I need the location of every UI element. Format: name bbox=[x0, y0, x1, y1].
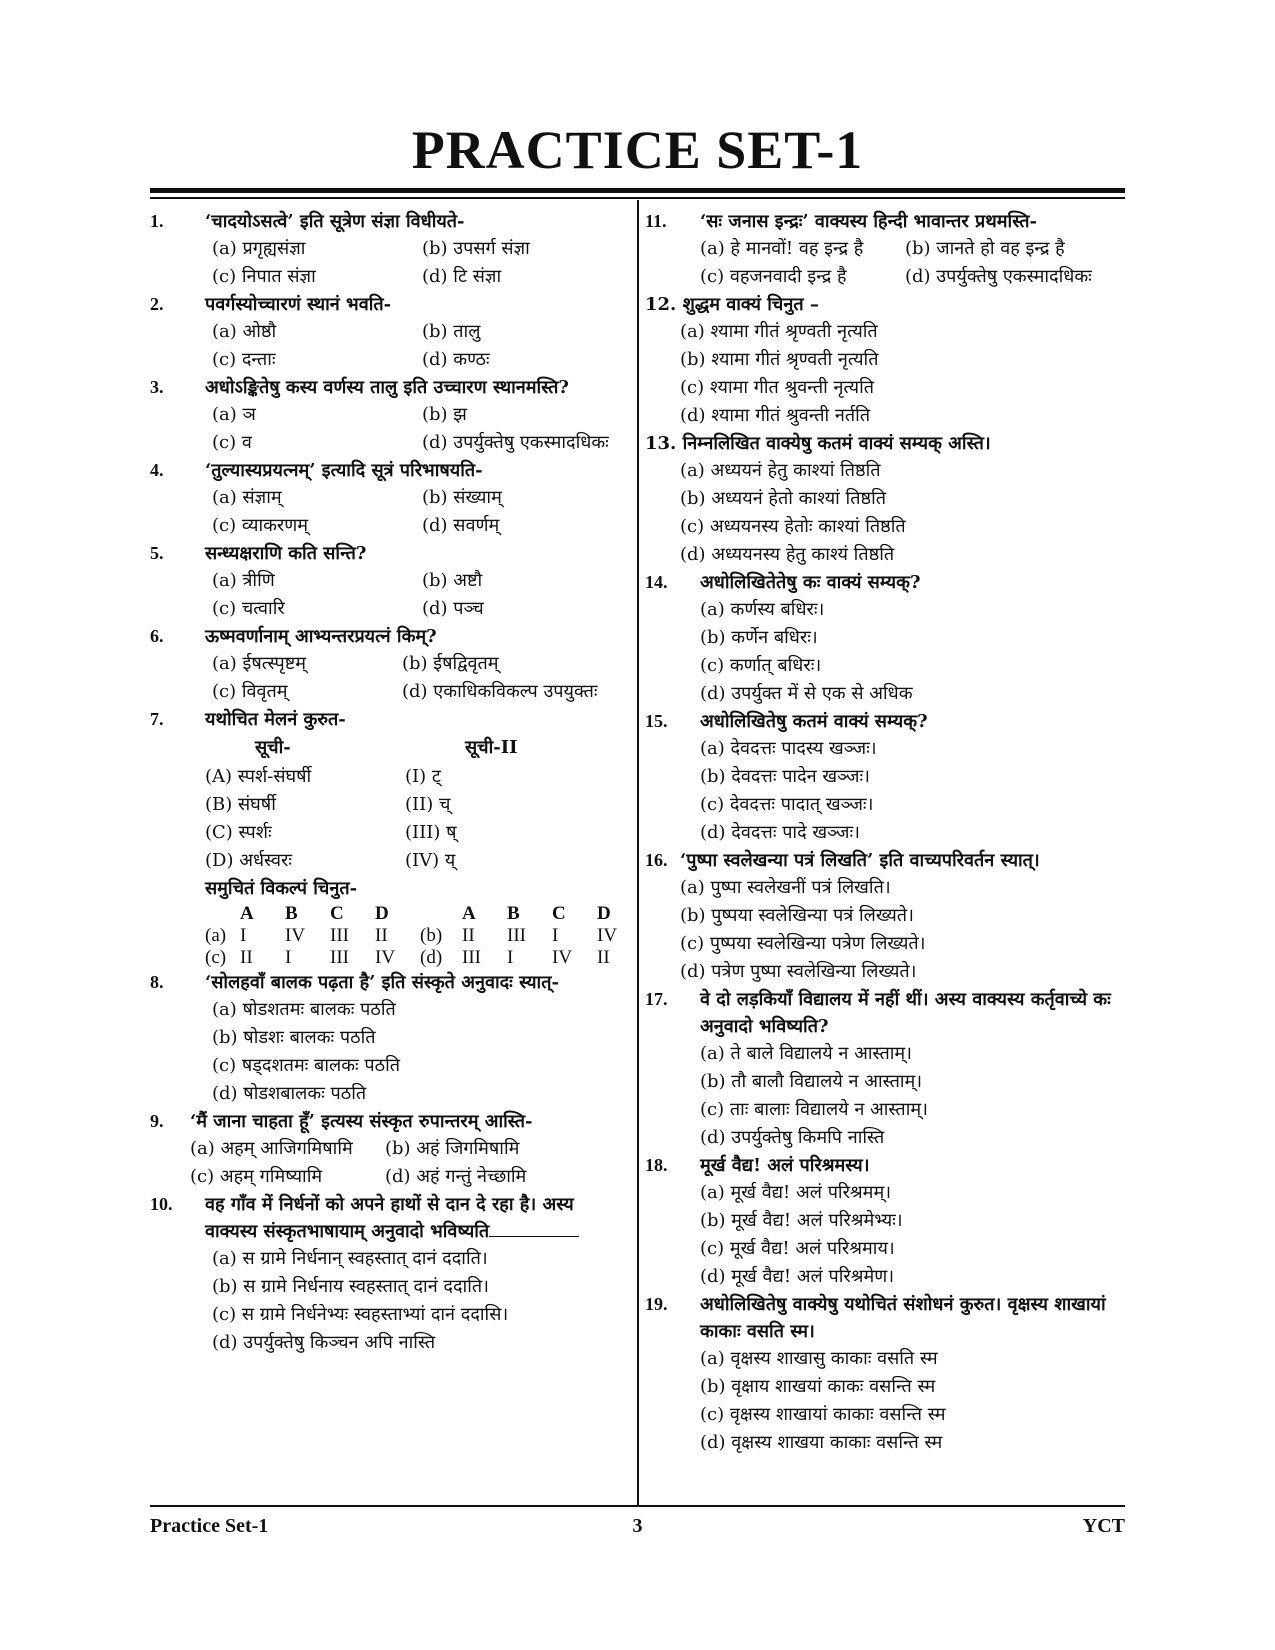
question-number: 16. bbox=[645, 850, 668, 870]
question-15 bbox=[645, 708, 1125, 847]
list1-heading: सूची- bbox=[255, 737, 291, 758]
answer-row bbox=[205, 947, 620, 969]
list1-item: (D) अर्धस्वरः bbox=[205, 850, 293, 871]
option-c: (c) दन्ताः bbox=[212, 349, 276, 370]
footer-right: YCT bbox=[1082, 1515, 1125, 1537]
option-d: (d) सवर्णम् bbox=[422, 515, 500, 536]
answer-cell: III bbox=[330, 925, 349, 946]
option-d: (d) पञ्च bbox=[422, 598, 484, 619]
option-d: (d) अध्ययनस्य हेतु काश्यं तिष्ठति bbox=[680, 544, 895, 565]
question-6 bbox=[150, 623, 620, 706]
question-text: अधोलिखितेतेषु कः वाक्यं सम्यक्? bbox=[700, 572, 921, 593]
option-b: (b) मूर्ख वैद्य! अलं परिश्रमेभ्यः। bbox=[700, 1210, 903, 1231]
question-number: 7. bbox=[150, 709, 164, 729]
answer-cell: II bbox=[462, 925, 475, 946]
left-column bbox=[150, 208, 620, 1357]
question-8 bbox=[150, 969, 620, 1108]
option-b: (b) देवदत्तः पादेन खञ्जः। bbox=[700, 766, 870, 787]
answer-cell: IV bbox=[375, 947, 396, 968]
question-text: निम्नलिखित वाक्येषु कतमं वाक्यं सम्यक् अस्ति। bbox=[682, 433, 991, 454]
list2-item: (IV) य् bbox=[405, 850, 456, 871]
option-b: (b) ईषद्विवृतम् bbox=[402, 653, 499, 674]
answer-cell: (b) bbox=[420, 925, 443, 946]
option-c: (c) व bbox=[212, 432, 252, 453]
answer-blank bbox=[489, 1235, 579, 1237]
column-divider bbox=[637, 200, 639, 1505]
question-number: 1. bbox=[150, 211, 164, 231]
question-number: 4. bbox=[150, 460, 164, 480]
option-b: (b) श्यामा गीतं श्रृण्वती नृत्यति bbox=[680, 349, 879, 370]
answer-cell: D bbox=[375, 903, 389, 924]
option-a: (a) स ग्रामे निर्धनान् स्वहस्तात् दानं ददाति। bbox=[212, 1248, 488, 1269]
question-text: अधोलिखितेषु कतमं वाक्यं सम्यक्? bbox=[700, 711, 928, 732]
question-2 bbox=[150, 291, 620, 374]
answer-cell bbox=[205, 903, 240, 925]
option-d: (d) उपर्युक्त में से एक से अधिक bbox=[700, 683, 913, 704]
option-a: (a) ओष्ठौ bbox=[212, 321, 277, 342]
list2-item: (III) ष् bbox=[405, 822, 457, 843]
option-b: (b) षोडशः बालकः पठति bbox=[212, 1027, 376, 1048]
option-c: (c) निपात संज्ञा bbox=[212, 266, 316, 287]
answer-cell: I bbox=[240, 925, 247, 946]
answer-cell: II bbox=[375, 925, 388, 946]
option-b: (b) अध्ययनं हेतो काश्यां तिष्ठति bbox=[680, 488, 887, 509]
option-b: (b) अहं जिगमिषामि bbox=[385, 1138, 520, 1159]
question-11 bbox=[645, 208, 1125, 291]
question-text: ‘पुष्पा स्वलेखन्या पत्रं लिखति’ इति वाच्यपरिवर्तन स्यात्। bbox=[680, 850, 1040, 871]
answer-code-table bbox=[150, 903, 620, 969]
answer-cell: D bbox=[597, 903, 611, 924]
option-d: (d) षोडशबालकः पठति bbox=[212, 1083, 367, 1104]
title-rule-thin bbox=[150, 197, 1125, 199]
question-14 bbox=[645, 569, 1125, 708]
option-b: (b) वृक्षाय शाखयां काकः वसन्ति स्म bbox=[700, 1376, 936, 1397]
answer-cell: B bbox=[507, 903, 520, 924]
option-c: (c) षड्दशतमः बालकः पठति bbox=[212, 1055, 400, 1076]
answer-cell: I bbox=[285, 947, 292, 968]
list1-item: (A) स्पर्श-संघर्षी bbox=[205, 766, 312, 787]
question-3 bbox=[150, 374, 620, 457]
question-number: 3. bbox=[150, 377, 164, 397]
option-d: (d) उपर्युक्तेषु एकस्मादधिकः bbox=[422, 432, 609, 453]
option-a: (a) अध्ययनं हेतु काश्यां तिष्ठति bbox=[680, 460, 881, 481]
option-c: (c) विवृतम् bbox=[212, 681, 288, 702]
question-number: 14. bbox=[645, 572, 668, 592]
option-d: (d) वृक्षस्य शाखया काकाः वसन्ति स्म bbox=[700, 1432, 943, 1453]
list2-item: (II) च् bbox=[405, 794, 451, 815]
answer-cell: IV bbox=[597, 925, 618, 946]
question-number: 15. bbox=[645, 711, 668, 731]
answer-cell: C bbox=[552, 903, 566, 924]
answer-row bbox=[205, 925, 620, 947]
option-a: (a) श्यामा गीतं श्रृण्वती नृत्यति bbox=[680, 321, 878, 342]
list1-item: (C) स्पर्शः bbox=[205, 822, 272, 843]
question-number: 6. bbox=[150, 626, 164, 646]
question-text: यथोचित मेलनं कुरुत- bbox=[205, 709, 346, 730]
question-text: ‘सः जनास इन्द्रः’ वाक्यस्य हिन्दी भावान्तर प्रथमस्ति- bbox=[700, 211, 1037, 232]
question-18 bbox=[645, 1152, 1125, 1291]
list2-item: (I) ट् bbox=[405, 766, 441, 787]
option-a: (a) ते बाले विद्यालये न आस्ताम्। bbox=[700, 1043, 912, 1064]
option-d: (d) उपर्युक्तेषु किञ्चन अपि नास्ति bbox=[212, 1332, 436, 1353]
option-b: (b) कर्णेन बधिरः। bbox=[700, 627, 818, 648]
option-c: (c) व्याकरणम् bbox=[212, 515, 309, 536]
match-table bbox=[150, 733, 620, 903]
answer-cell: (c) bbox=[205, 947, 227, 968]
option-b: (b) जानते हो वह इन्द्र है bbox=[905, 238, 1065, 259]
list1-item: (B) संघर्षी bbox=[205, 794, 276, 815]
question-text: ‘तुल्यास्यप्रयत्नम्’ इत्यादि सूत्रं परिभाषयति- bbox=[205, 460, 483, 481]
question-text: पवर्गस्योच्चारणं स्थानं भवति- bbox=[205, 294, 392, 315]
option-a: (a) अहम् आजिगमिषामि bbox=[190, 1138, 353, 1159]
match-row bbox=[205, 819, 620, 847]
question-number: 19. bbox=[645, 1294, 668, 1314]
question-9 bbox=[150, 1108, 620, 1191]
option-a: (a) संज्ञाम् bbox=[212, 487, 282, 508]
question-13 bbox=[645, 430, 1125, 569]
question-16 bbox=[645, 847, 1125, 986]
choose-instruction: समुचितं विकल्पं चिनुत- bbox=[205, 878, 358, 899]
question-text: ‘चादयोऽसत्वे’ इति सूत्रेण संज्ञा विधीयते- bbox=[205, 211, 465, 232]
question-17 bbox=[645, 986, 1125, 1152]
option-c: (c) कर्णात् बधिरः। bbox=[700, 655, 822, 676]
answer-cell: C bbox=[330, 903, 344, 924]
match-row bbox=[205, 791, 620, 819]
option-d: (d) पत्रेण पुष्पा स्वलेखिन्या लिख्यते। bbox=[680, 961, 917, 982]
question-text: शुद्धम वाक्यं चिनुत – bbox=[682, 294, 819, 315]
question-number: 2. bbox=[150, 294, 164, 314]
match-row bbox=[205, 847, 620, 875]
answer-cell: (a) bbox=[205, 925, 227, 946]
option-b: (b) तालु bbox=[422, 321, 481, 342]
option-a: (a) प्रगृह्यसंज्ञा bbox=[212, 238, 306, 259]
right-column bbox=[645, 208, 1125, 1457]
option-d: (d) एकाधिकविकल्प उपयुक्तः bbox=[402, 681, 598, 702]
answer-cell: I bbox=[552, 925, 559, 946]
option-c: (c) पुष्पया स्वलेखिन्या पत्रेण लिख्यते। bbox=[680, 933, 926, 954]
option-c: (c) मूर्ख वैद्य! अलं परिश्रमाय। bbox=[700, 1238, 895, 1259]
answer-cell bbox=[420, 903, 462, 925]
option-c: (c) वहजनवादी इन्द्र है bbox=[700, 266, 847, 287]
question-5 bbox=[150, 540, 620, 623]
option-c: (c) वृक्षस्य शाखायां काकाः वसन्ति स्म bbox=[700, 1404, 946, 1425]
question-text: ‘मैं जाना चाहता हूँ’ इत्यस्य संस्कृत रुपान्तरम् आस्ति- bbox=[190, 1111, 533, 1132]
option-a: (a) ञ bbox=[212, 404, 256, 425]
option-d: (d) देवदत्तः पादे खञ्जः। bbox=[700, 822, 860, 843]
answer-cell: (d) bbox=[420, 947, 443, 968]
question-number: 12. bbox=[645, 294, 677, 315]
option-b: (b) तौ बालौ विद्यालये न आस्ताम्। bbox=[700, 1071, 923, 1092]
question-number: 13. bbox=[645, 433, 677, 454]
question-10 bbox=[150, 1191, 620, 1357]
question-19 bbox=[645, 1291, 1125, 1457]
option-c: (c) चत्वारि bbox=[212, 598, 285, 619]
question-number: 10. bbox=[150, 1194, 173, 1214]
question-text: वह गाँव में निर्धनों को अपने हाथों से दान दे रहा है। अस्य वाक्यस्य संस्कृतभाषायाम् अनुवादो भविष्यति bbox=[205, 1194, 574, 1242]
question-text: ‘सोलहवाँ बालक पढ़ता है’ इति संस्कृते अनुवादः स्यात्- bbox=[205, 972, 559, 993]
option-c: (c) स ग्रामे निर्धनेभ्यः स्वहस्ताभ्यां दानं ददासि। bbox=[212, 1304, 509, 1325]
question-number: 18. bbox=[645, 1155, 668, 1175]
answer-cell: B bbox=[285, 903, 298, 924]
question-text: अधोऽङ्कितेषु कस्य वर्णस्य तालु इति उच्चारण स्थानमस्ति? bbox=[205, 377, 569, 398]
answer-cell: A bbox=[240, 903, 254, 924]
option-d: (d) कण्ठः bbox=[422, 349, 490, 370]
option-d: (d) टि संज्ञा bbox=[422, 266, 502, 287]
question-number: 17. bbox=[645, 989, 668, 1009]
option-a: (a) ईषत्स्पृष्टम् bbox=[212, 653, 307, 674]
answer-cell: I bbox=[507, 947, 514, 968]
question-text: सन्ध्यक्षराणि कति सन्ति? bbox=[205, 543, 367, 564]
question-number: 11. bbox=[645, 211, 667, 231]
question-number: 9. bbox=[150, 1111, 164, 1131]
question-text: मूर्ख वैद्य! अलं परिश्रमस्य। bbox=[700, 1155, 870, 1176]
option-a: (a) मूर्ख वैद्य! अलं परिश्रमम्। bbox=[700, 1182, 892, 1203]
question-text: अधोलिखितेषु वाक्येषु यथोचितं संशोधनं कुरुत। वृक्षस्य शाखायां काकाः वसति स्म। bbox=[700, 1294, 1106, 1342]
question-1 bbox=[150, 208, 620, 291]
option-d: (d) उपर्युक्तेषु किमपि नास्ति bbox=[700, 1127, 885, 1148]
answer-cell: III bbox=[330, 947, 349, 968]
option-d: (d) उपर्युक्तेषु एकस्मादधिकः bbox=[905, 266, 1092, 287]
match-row bbox=[205, 763, 620, 791]
option-b: (b) पुष्पया स्वलेखिन्या पत्रं लिख्यते। bbox=[680, 905, 914, 926]
list2-heading: सूची-II bbox=[465, 737, 518, 758]
answer-cell: IV bbox=[285, 925, 306, 946]
option-c: (c) अध्ययनस्य हेतोः काश्यां तिष्ठति bbox=[680, 516, 906, 537]
footer-rule bbox=[150, 1505, 1125, 1507]
title-rule-thick bbox=[150, 188, 1125, 193]
option-c: (c) अहम् गमिष्यामि bbox=[190, 1166, 323, 1187]
answer-cell: A bbox=[462, 903, 476, 924]
option-a: (a) वृक्षस्य शाखासु काकाः वसति स्म bbox=[700, 1348, 938, 1369]
question-text: वे दो लड़कियाँ विद्यालय में नहीं थीं। अस्य वाक्यस्य कर्तृवाच्ये कः अनुवादो भविष्यति? bbox=[700, 989, 1111, 1037]
answer-cell: III bbox=[507, 925, 526, 946]
question-12 bbox=[645, 291, 1125, 430]
option-a: (a) त्रीणि bbox=[212, 570, 275, 591]
option-b: (b) संख्याम् bbox=[422, 487, 502, 508]
page-number: 3 bbox=[632, 1515, 643, 1537]
option-a: (a) कर्णस्य बधिरः। bbox=[700, 599, 825, 620]
option-c: (c) देवदत्तः पादात् खञ्जः। bbox=[700, 794, 874, 815]
option-b: (b) झ bbox=[422, 404, 467, 425]
option-d: (d) अहं गन्तुं नेच्छामि bbox=[385, 1166, 527, 1187]
question-number: 5. bbox=[150, 543, 164, 563]
answer-cell: III bbox=[462, 947, 481, 968]
option-d: (d) मूर्ख वैद्य! अलं परिश्रमेण। bbox=[700, 1266, 895, 1287]
question-4 bbox=[150, 457, 620, 540]
option-b: (b) उपसर्ग संज्ञा bbox=[422, 238, 530, 259]
option-c: (c) ताः बालाः विद्यालये न आस्ताम्। bbox=[700, 1099, 928, 1120]
option-a: (a) हे मानवों! वह इन्द्र है bbox=[700, 238, 864, 259]
option-a: (a) पुष्पा स्वलेखनीं पत्रं लिखति। bbox=[680, 877, 891, 898]
option-a: (a) षोडशतमः बालकः पठति bbox=[212, 999, 396, 1020]
option-c: (c) श्यामा गीत श्रुवन्ती नृत्यति bbox=[680, 377, 875, 398]
answer-header-row bbox=[205, 903, 620, 925]
footer-left: Practice Set-1 bbox=[150, 1515, 269, 1537]
page-title: PRACTICE SET-1 bbox=[411, 120, 864, 180]
answer-cell: II bbox=[597, 947, 610, 968]
option-d: (d) श्यामा गीतं श्रुवन्ती नर्तति bbox=[680, 405, 871, 426]
question-number: 8. bbox=[150, 972, 164, 992]
answer-cell: IV bbox=[552, 947, 573, 968]
option-b: (b) स ग्रामे निर्धनाय स्वहस्तात् दानं ददाति। bbox=[212, 1276, 489, 1297]
question-text: ऊष्मवर्णानाम् आभ्यन्तरप्रयत्नं किम्? bbox=[205, 626, 437, 647]
option-b: (b) अष्टौ bbox=[422, 570, 483, 591]
option-a: (a) देवदत्तः पादस्य खञ्जः। bbox=[700, 738, 877, 759]
question-7 bbox=[150, 706, 620, 969]
answer-cell: II bbox=[240, 947, 253, 968]
